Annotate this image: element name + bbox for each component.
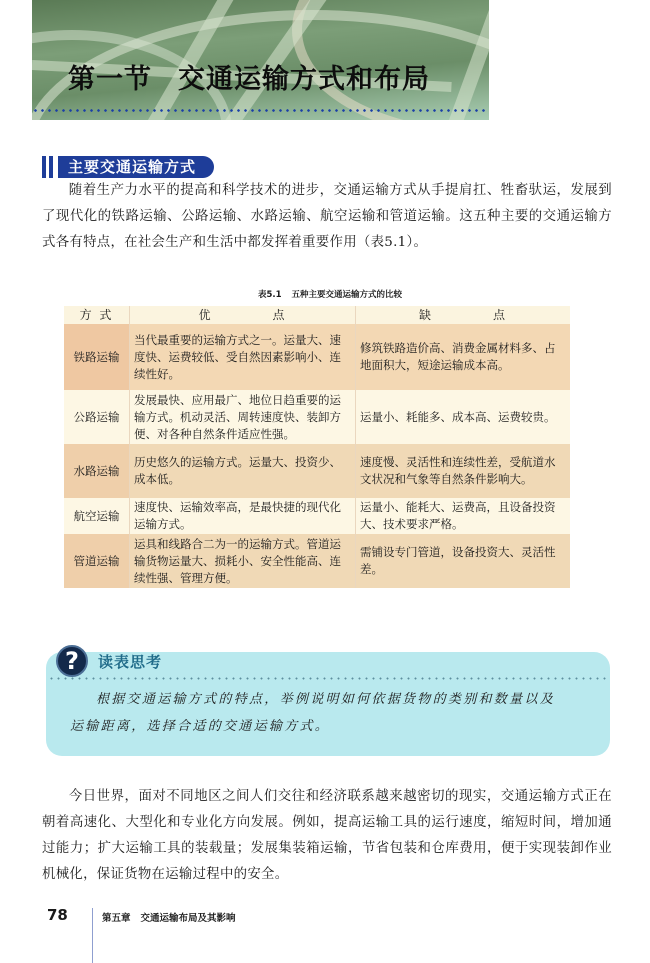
comparison-table [64,306,570,588]
footer-divider [92,908,93,963]
pros-cell: 速度快、运输效率高，是最快捷的现代化运输方式。 [130,498,356,534]
pros-cell: 运具和线路合二为一的运输方式。管道运输货物运量大、损耗小、安全性能高、连续性强、管理方便。 [130,534,356,588]
section-title-text: 交通运输方式和布局 [178,64,430,95]
table-header-row [64,306,570,324]
table-number: 表5.1 [257,290,282,300]
heading-bar-decoration [49,156,53,178]
dotted-divider [48,677,608,680]
question-mark-icon: ? [56,645,88,677]
chapter-number: 第五章 [102,913,131,924]
cons-cell: 需铺设专门管道，设备投资大、灵活性差。 [356,534,571,588]
dotted-divider [32,109,489,112]
table-row [64,324,570,390]
cons-cell: 速度慢、灵活性和连续性差，受航道水文状况和气象等自然条件影响大。 [356,444,571,498]
mode-cell: 水路运输 [64,444,130,498]
mode-cell: 公路运输 [64,390,130,444]
section-number: 第一节 [68,64,152,95]
column-header-mode: 方 式 [64,306,130,324]
cons-cell: 运量小、能耗大、运费高，且设备投资大、技术要求严格。 [356,498,571,534]
column-header-cons: 缺 点 [356,306,571,324]
cons-cell: 运量小、耗能多、成本高、运费较贵。 [356,390,571,444]
table-row [64,534,570,588]
table-row [64,390,570,444]
running-footer [102,910,236,924]
body-paragraph: 今日世界，面对不同地区之间人们交往和经济联系越来越密切的现实，交通运输方式正在朝着高速化、大型化和专业化方向发展。例如，提高运输工具的运行速度，缩短时间，增加通过能力；扩大运输工具的装载量；发展集装箱运输，节省包装和仓库费用，便于实现装卸作业机械化，保证货物在运输过程中的安全。 [42,789,612,882]
mode-cell: 铁路运输 [64,324,130,390]
mode-cell: 管道运输 [64,534,130,588]
section-title [68,57,430,96]
column-header-pros: 优 点 [130,306,356,324]
pros-cell: 当代最重要的运输方式之一。运量大、速度快、运费较低、受自然因素影响小、连续性好。 [130,324,356,390]
chapter-title: 交通运输布局及其影响 [140,913,236,924]
table-caption [60,288,600,300]
mode-cell: 航空运输 [64,498,130,534]
cons-cell: 修筑铁路造价高、消费金属材料多、占地面积大，短途运输成本高。 [356,324,571,390]
table-row [64,498,570,534]
question-text: 根据交通运输方式的特点，举例说明如何依据货物的类别和数量以及运输距离，选择合适的交通运输方式。 [70,692,556,734]
intro-paragraph: 随着生产力水平的提高和科学技术的进步，交通运输方式从手提肩扛、牲畜驮运，发展到了现代化的铁路运输、公路运输、水路运输、航空运输和管道运输。这五种主要的交通运输方式各有特点，在社会生产和生活中都发挥着重要作用（表5.1）。 [42,183,612,250]
subsection-heading [42,156,214,178]
page-number: 78 [47,906,68,924]
heading-bar-decoration [42,156,46,178]
pros-cell: 发展最快、应用最广、地位日趋重要的运输方式。机动灵活、周转速度快、装卸方便、对各种自然条件适应性强。 [130,390,356,444]
chapter-banner [32,0,489,120]
question-box-title: 读表思考 [98,653,163,671]
pros-cell: 历史悠久的运输方式。运量大、投资少、成本低。 [130,444,356,498]
table-title: 五种主要交通运输方式的比较 [291,290,403,300]
table-row [64,444,570,498]
subsection-heading-label: 主要交通运输方式 [58,156,214,178]
